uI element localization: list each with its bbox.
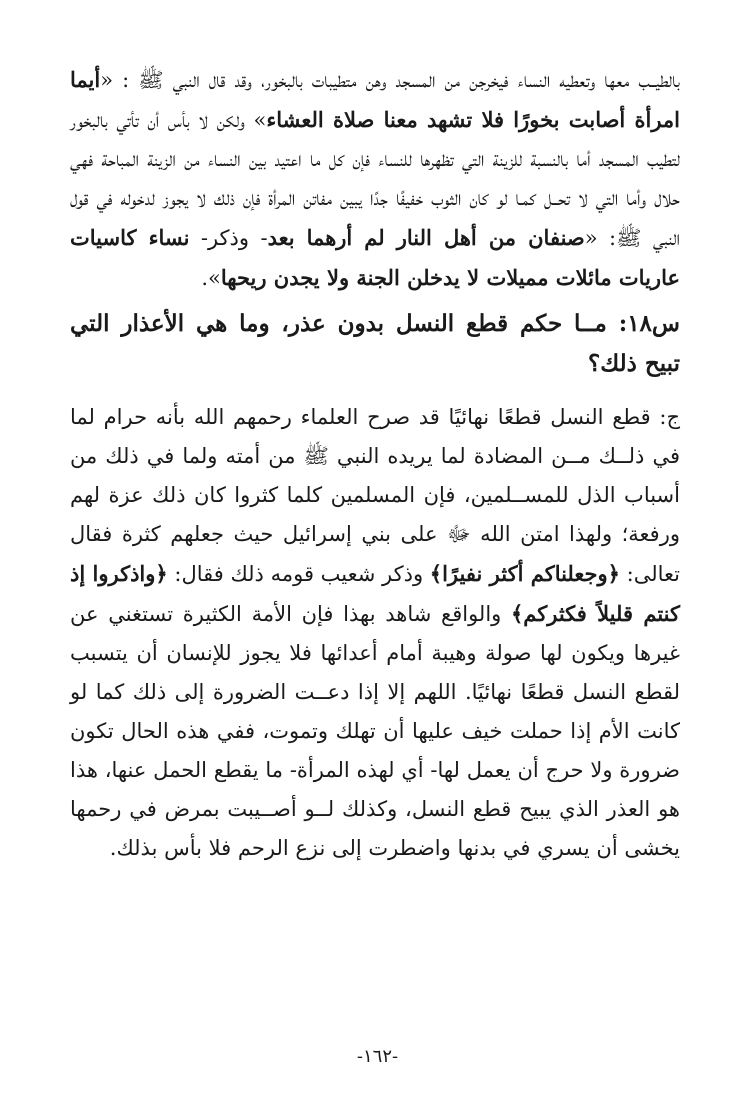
verse-bold-1: ﴿وجعلناكم أكثر نفيرًا﴾ [429, 561, 620, 586]
hadith-bold-1: أيما امرأة أصابت بخورًا فلا تشهد معنا صلاة العشاء [70, 67, 680, 132]
question-heading: س١٨: مــا حكم قطع النسل بدون عذر، وما هي الأعذار التي تبيح ذلك؟ [70, 310, 680, 377]
page-number: -١٦٢- [356, 1046, 399, 1067]
page-body [70, 60, 680, 868]
answer-text-2: وذكر شعيب قومه ذلك فقال: [167, 562, 430, 586]
hadith-bold-3: نساء كاسيات عاريات مائلات مميلات لا يدخلن الجنة ولا يجدن ريحها [70, 225, 680, 290]
intro-paragraph [70, 60, 680, 298]
verse-bold-2: ﴿واذكروا إذ كنتم قليلاً فكثركم﴾ [70, 561, 680, 626]
answer-paragraph [70, 398, 680, 868]
intro-text-mid: - وذكر- [189, 226, 268, 250]
intro-text-start: وقد قال النبي ﷺ : « [100, 68, 252, 92]
answer-text-3: والواقع شاهد بهذا فإن الأمة الكثيرة تستغني عن غيرها ويكون لها صولة وهيبة أمام أعدائها فلا يجوز للإنسان أن يتسبب لقطع النسل قطعًا نهائيًا. اللهم إلا إذا دعــت الضرورة إلى ذلك كما لو كانت الأم إذا حملت خيف عليها أن تهلك وتموت، ففي هذه الحال تكون ضرورة ولا حرج أن يعمل لها- أي لهذه المرأة- ما يقطع الحمل عنها، هذا هو العذر الذي يبيح قطع النسل، وكذلك لــو أصــيبت بمرض في رحمها يخشى أن يسري في بدنها واضطرت إلى نزع الرحم فلا بأس بذلك. [70, 602, 680, 860]
hadith-bold-2: صنفان من أهل النار لم أرهما بعد [267, 225, 585, 250]
intro-line-1: بالطيــب معها وتعطيه النساء فيخرجن من المسجد وهن متطيبات بالبخور، [261, 68, 680, 92]
intro-text-close: ». [201, 266, 221, 290]
intro-text-continue: » ولكن لا بأس أن تأتي بالبخور لتطيب المسجد أما بالنسبة للزينة التي تظهرها للنساء فإن كل ما اعتيد بين النساء من الزينة المباحة فهي حلال وأما التي لا تحــل كمـا لو كان الثوب خفيفًا جدًا يبين مفاتن المرأة فإن ذلك لا يجوز لدخوله في قول النبي ﷺ: « [70, 108, 680, 250]
answer-text-1: ج: قطع النسل قطعًا نهائيًا قد صرح العلماء رحمهم الله بأنه حرام لما في ذلــك مــن المضادة لما يريده النبي ﷺ من أمته ولما في ذلك من أسباب الذل للمســلمين، فإن المسلمين كلما كثروا كان ذلك عزة لهم ورفعة؛ ولهذا امتن الله ﷻ على بني إسرائيل حيث جعلهم كثرة فقال تعالى: [70, 405, 680, 586]
